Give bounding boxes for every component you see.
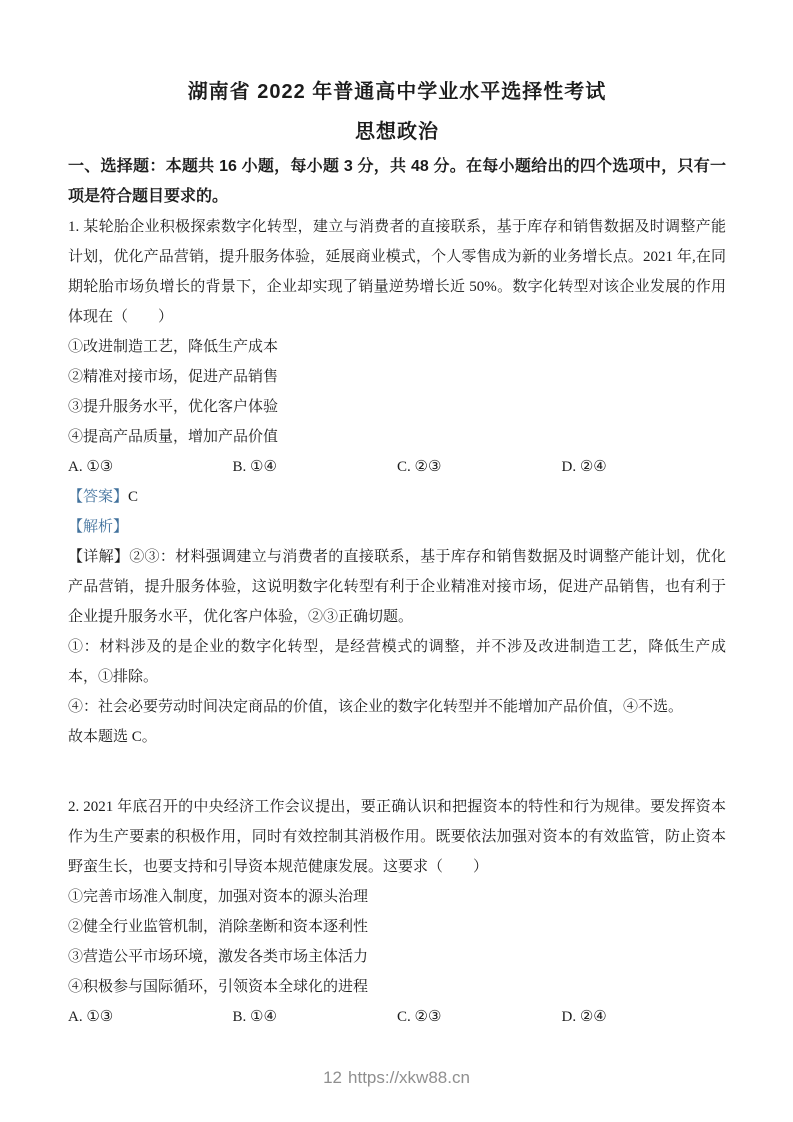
question-2-statement-1: ①完善市场准入制度，加强对资本的源头治理 [68, 889, 369, 905]
question-2-statement-4: ④积极参与国际循环，引领资本全球化的进程 [68, 979, 369, 995]
question-1-option-b: B. ①④ [232, 459, 277, 475]
footer-url: https://xkw88.cn [348, 1068, 470, 1087]
question-1-option-a: A. ①③ [68, 459, 114, 475]
detail-text: ②③：材料强调建立与消费者的直接联系，基于库存和销售数据及时调整产能计划，优化产品营销，提升服务体验，这说明数字化转型有利于企业精准对接市场，促进产品销售，也有利于企业提升服务水平，优化客户体验，②③正确切题。 [68, 549, 726, 625]
question-2 [68, 792, 726, 1032]
answer-label: 【答案】 [68, 489, 129, 505]
detail-label: 【详解】 [68, 549, 130, 565]
question-1-statement-2: ②精准对接市场，促进产品销售 [68, 369, 279, 385]
section-intro: 一、选择题：本题共 16 小题，每小题 3 分，共 48 分。在每小题给出的四个选项中，只有一项是符合题目要求的。 [68, 158, 726, 205]
analysis-label: 【解析】 [68, 519, 129, 535]
question-1-statement-1: ①改进制造工艺，降低生产成本 [68, 339, 279, 355]
question-1-option-c: C. ②③ [397, 459, 442, 475]
question-1-analysis-line [68, 512, 726, 542]
question-2-option-d: D. ②④ [561, 1009, 607, 1025]
question-1 [68, 212, 726, 752]
question-1-detail-paragraph-1 [68, 542, 726, 632]
question-1-detail-paragraph-2: ①：材料涉及的是企业的数字化转型，是经营模式的调整，并不涉及改进制造工艺，降低生产成本，①排除。 [68, 639, 726, 685]
question-2-statement-2: ②健全行业监管机制，消除垄断和资本逐利性 [68, 919, 369, 935]
subject-title: 思想政治 [355, 121, 439, 143]
question-1-detail-conclusion: 故本题选 C。 [68, 729, 157, 745]
page-footer [0, 1066, 793, 1090]
question-1-statement-3: ③提升服务水平，优化客户体验 [68, 399, 279, 415]
question-1-stem: 1. 某轮胎企业积极探索数字化转型，建立与消费者的直接联系，基于库存和销售数据及时调整产能计划，优化产品营销，提升服务体验，延展商业模式，个人零售成为新的业务增长点。2021 年,在同期轮胎市场负增长的背景下，企业却实现了销量逆势增长近 50%。数字化转型对该企业发展的作用体现在（ ） [68, 219, 726, 325]
question-2-option-b: B. ①④ [232, 1009, 277, 1025]
question-2-stem: 2. 2021 年底召开的中央经济工作会议提出，要正确认识和把握资本的特性和行为规律。要发挥资本作为生产要素的积极作用，同时有效控制其消极作用。既要依法加强对资本的有效监管，防止资本野蛮生长，也要支持和引导资本规范健康发展。这要求（ ） [68, 799, 726, 875]
question-2-option-a: A. ①③ [68, 1009, 114, 1025]
page-number: 12 [323, 1068, 343, 1087]
question-2-options-row [68, 1002, 726, 1032]
question-1-detail-paragraph-3: ④：社会必要劳动时间决定商品的价值，该企业的数字化转型并不能增加产品价值，④不选。 [68, 699, 684, 715]
question-2-option-c: C. ②③ [397, 1009, 442, 1025]
question-1-statement-4: ④提高产品质量，增加产品价值 [68, 429, 279, 445]
answer-value: C [128, 489, 139, 505]
page-title: 湖南省 2022 年普通高中学业水平选择性考试 [187, 81, 607, 103]
question-1-option-d: D. ②④ [561, 459, 607, 475]
question-1-answer-line [68, 482, 726, 512]
question-1-options-row [68, 452, 726, 482]
question-2-statement-3: ③营造公平市场环境，激发各类市场主体活力 [68, 949, 369, 965]
